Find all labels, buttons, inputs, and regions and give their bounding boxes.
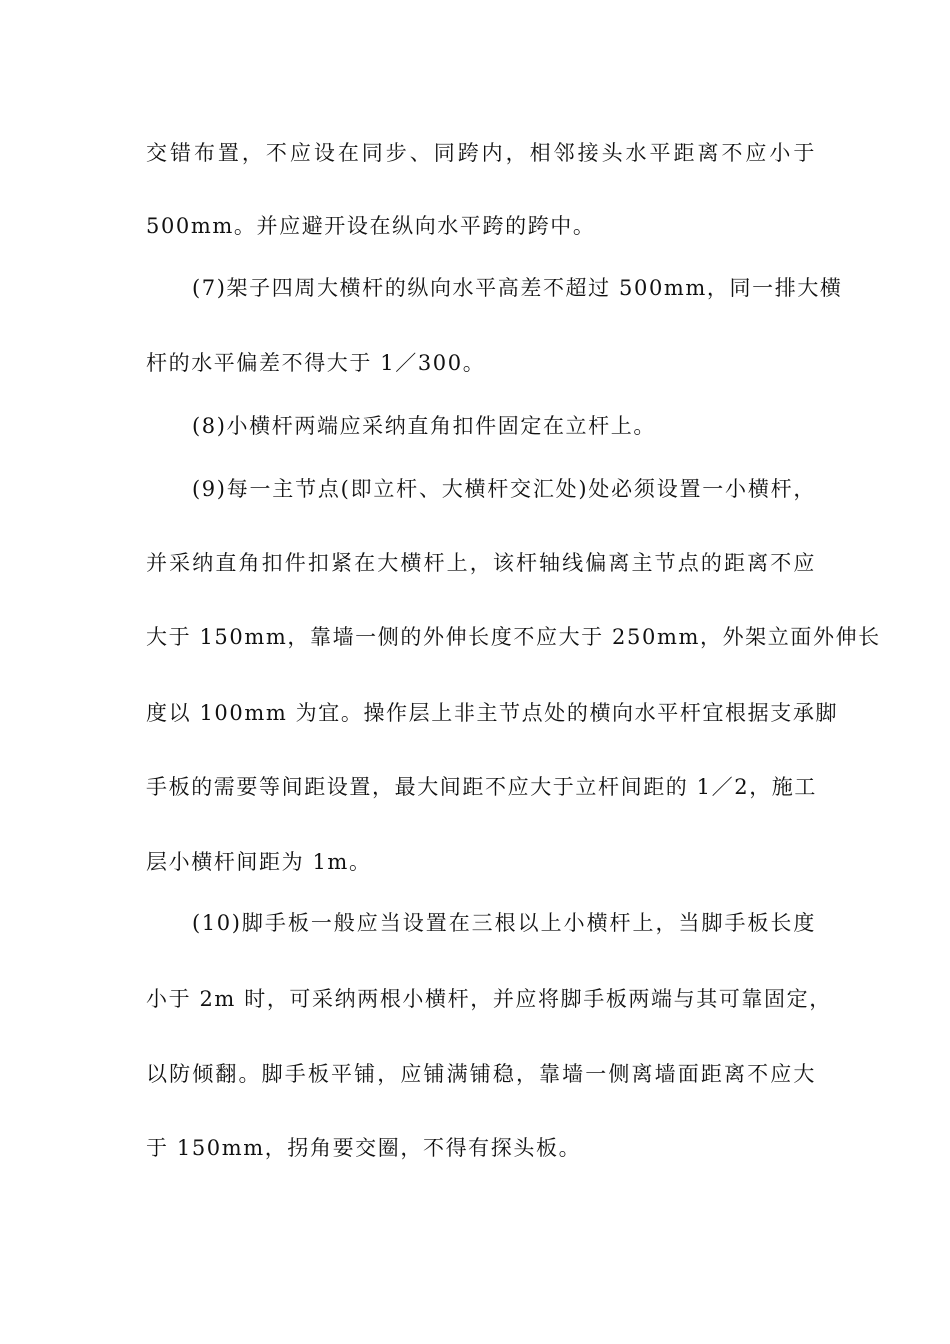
paragraph-8-line: (8)小横杆两端应采纳直角扣件固定在立杆上。 — [192, 414, 656, 438]
text-line: 小于 2m 时，可采纳两根小横杆，并应将脚手板两端与其可靠固定， — [146, 987, 832, 1011]
text-line: 层小横杆间距为 1m。 — [146, 850, 372, 874]
text-line: 度以 100mm 为宜。操作层上非主节点处的横向水平杆宜根据支承脚 — [146, 701, 839, 725]
paragraph-9-line: (9)每一主节点(即立杆、大横杆交汇处)处必须设置一小横杆， — [192, 477, 816, 501]
text-line: 于 150mm，拐角要交圈，不得有探头板。 — [146, 1136, 582, 1160]
text-line: 杆的水平偏差不得大于 1／300。 — [146, 351, 486, 375]
text-line: 大于 150mm，靠墙一侧的外伸长度不应大于 250mm，外架立面外伸长 — [146, 625, 881, 649]
text-line: 并采纳直角扣件扣紧在大横杆上，该杆轴线偏离主节点的距离不应 — [146, 551, 816, 575]
text-line: 交错布置，不应设在同步、同跨内，相邻接头水平距离不应小于 — [146, 141, 816, 165]
text-line: 500mm。并应避开设在纵向水平跨的跨中。 — [146, 214, 596, 238]
text-line: 以防倾翻。脚手板平铺，应铺满铺稳，靠墙一侧离墙面距离不应大 — [146, 1062, 816, 1086]
paragraph-10-line: (10)脚手板一般应当设置在三根以上小横杆上，当脚手板长度 — [192, 911, 816, 935]
text-line: 手板的需要等间距设置，最大间距不应大于立杆间距的 1／2，施工 — [146, 775, 817, 799]
paragraph-7-line: (7)架子四周大横杆的纵向水平高差不超过 500mm，同一排大横 — [192, 276, 843, 300]
